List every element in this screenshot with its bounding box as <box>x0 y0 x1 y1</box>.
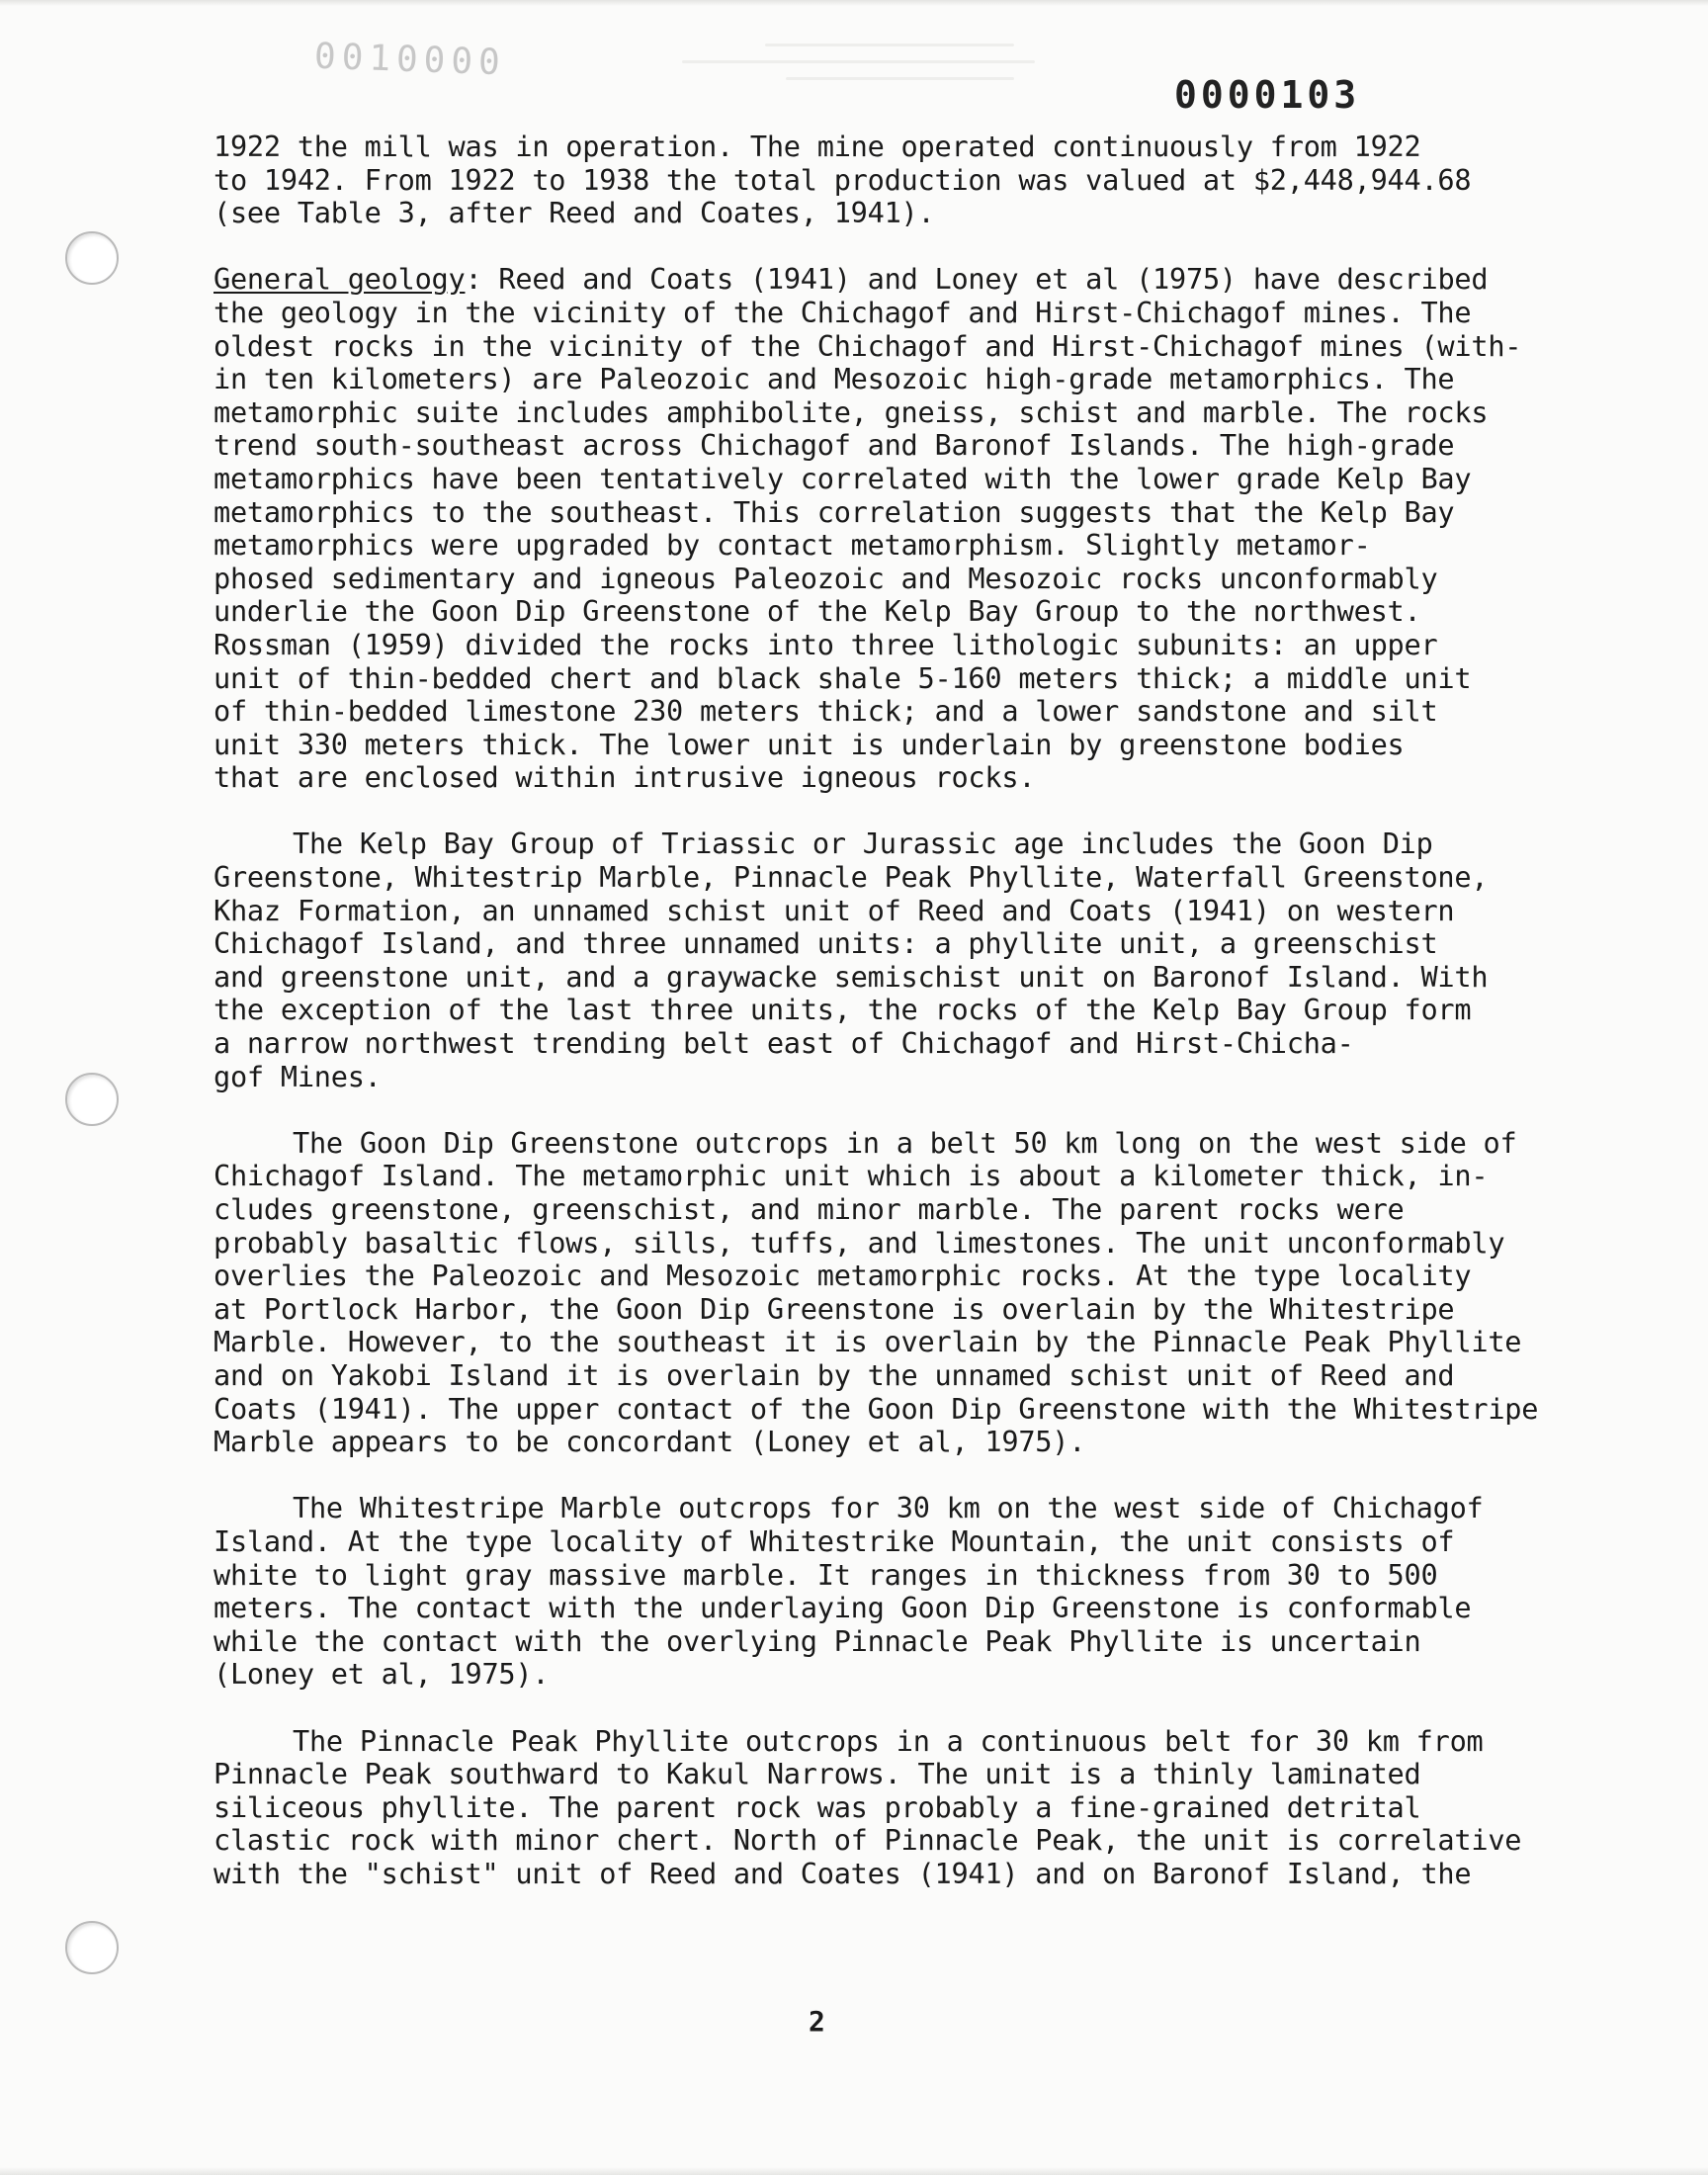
punch-hole-bottom <box>65 1921 119 1974</box>
page-top-edge <box>0 0 1708 6</box>
general-geology-text: : Reed and Coats (1941) and Loney et al (1975) have described the geology in the vicinity of the Chichagof and Hirst-Chichagof mines. The oldest rocks in the vicinity of the Chichagof and Hirst-Chichagof mines (with- in ten kilometers) are Paleozoic and Mesozoic high-grade metamorphics. The metamorphic suite includes amphibolite, gneiss, schist and marble. The rocks trend south-southeast across Chichagof and Baronof Islands. The high-grade metamorphics have been tentatively correlated with the lower grade Kelp Bay metamorphics to the southeast. This correlation suggests that the Kelp Bay metamorphics were upgraded by contact metamorphism. Slightly metamor- phosed sedimentary and igneous Paleozoic and Mesozoic rocks unconformably underlie the Goon Dip Greenstone of the Kelp Bay Group to the northwest. Rossman (1959) divided the rocks into three lithologic subunits: an upper unit of thin-bedded chert and black shale 5-160 meters thick; a middle unit of thin-bedded limestone 230 meters thick; and a lower sandstone and silt unit 330 meters thick. The lower unit is underlain by greenstone bodies that are enclosed within intrusive igneous rocks. <box>214 262 1522 795</box>
document-number: 0000103 <box>1174 73 1361 117</box>
page-bottom-edge <box>0 2167 1708 2175</box>
punch-hole-top <box>65 231 119 285</box>
whitestripe-paragraph: The Whitestripe Marble outcrops for 30 km on the west side of Chichagof Island. At the type locality of Whitestrike Mountain, the unit consists of white to light gray massive marble. It ranges in thickness from 30 to 500 meters. The contact with the underlaying Goon Dip Greenstone is conformable while the contact with the overlying Pinnacle Peak Phyllite is uncertain (Loney et al, 1975). <box>214 1491 1484 1692</box>
pinnacle-peak-paragraph: The Pinnacle Peak Phyllite outcrops in a continuous belt for 30 km from Pinnacle Peak southward to Kakul Narrows. The unit is a thinly laminated siliceous phyllite. The parent rock was probably a fine-grained detrital clastic rock with minor chert. North of Pinnacle Peak, the unit is correlative with the "schist" unit of Reed and Coates (1941) and on Baronof Island, the <box>214 1723 1522 1890</box>
general-geology-paragraph <box>214 263 1558 795</box>
kelp-bay-paragraph: The Kelp Bay Group of Triassic or Jurassic age includes the Goon Dip Greenstone, Whitestrip Marble, Pinnacle Peak Phyllite, Waterfall Greenstone, Khaz Formation, an unnamed schist unit of Reed and Coats (1941) on western Chichagof Island, and three unnamed units: a phyllite unit, a greenschist and greenstone unit, and a graywacke semischist unit on Baronof Island. With the exception of the last three units, the rocks of the Kelp Bay Group form a narrow northwest trending belt east of Chichagof and Hirst-Chicha- gof Mines. <box>214 826 1489 1093</box>
faded-stamp: 0010000 <box>313 36 507 84</box>
page-number: 2 <box>809 2005 825 2038</box>
general-geology-heading: General geology <box>214 262 466 297</box>
goon-dip-paragraph: The Goon Dip Greenstone outcrops in a belt 50 km long on the west side of Chichagof Island. The metamorphic unit which is about a kilometer thick, in- cludes greenstone, greenschist, and minor marble. The parent rocks were probably basaltic flows, sills, tuffs, and limestones. The unit unconformably overlies the Paleozoic and Mesozoic metamorphic rocks. At the type locality at Portlock Harbor, the Goon Dip Greenstone is overlain by the Whitestripe Marble. However, to the southeast it is overlain by the Pinnacle Peak Phyllite and on Yakobi Island it is overlain by the unnamed schist unit of Reed and Coats (1941). The upper contact of the Goon Dip Greenstone with the Whitestripe Marble appears to be concordant (Loney et al, 1975). <box>214 1125 1539 1459</box>
intro-paragraph: 1922 the mill was in operation. The mine operated continuously from 1922 to 1942. From 1922 to 1938 the total production was valued at $2,448,944.68 (see Table 3, after Reed and Coates, 1941). <box>214 130 1472 230</box>
body-text <box>214 130 1558 1924</box>
faded-bleed-through <box>682 30 1097 138</box>
punch-hole-middle <box>65 1073 119 1126</box>
